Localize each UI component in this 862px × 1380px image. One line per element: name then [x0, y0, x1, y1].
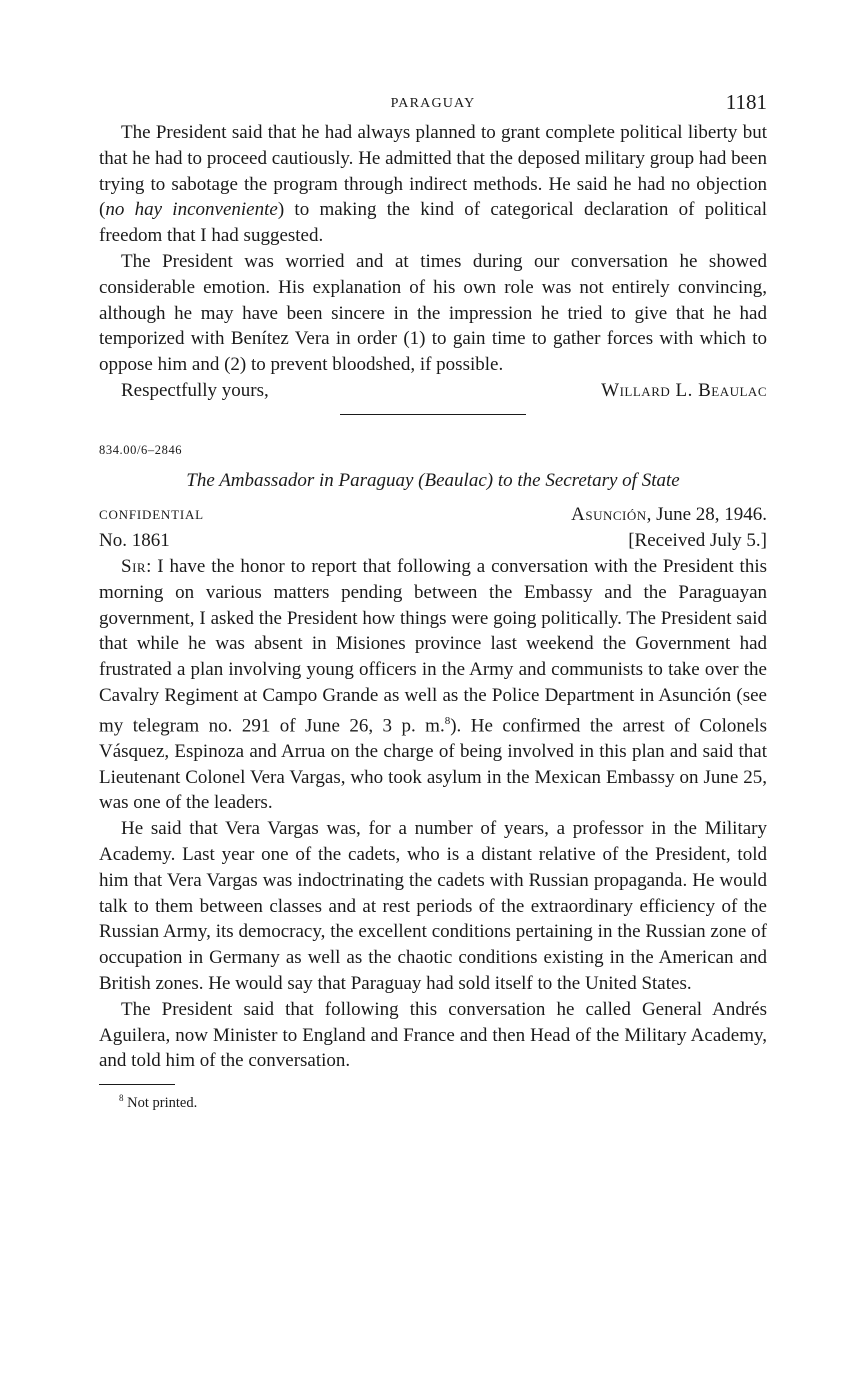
text-run: The President said that he had always planned to grant complete political liberty but that he had to proceed cautiously. He admitted that the deposed military group had been trying to sabotage the program through indirect methods. He said he had no objection ( [99, 122, 767, 221]
number-line [99, 528, 767, 554]
closing-line [99, 378, 767, 404]
received-date: [Received July 5.] [628, 529, 767, 551]
date: , June 28, 1946. [646, 503, 767, 525]
page-header [99, 86, 767, 118]
paragraph: The President said that following this conversation he called General Andrés Aguilera, now Minister to England and France and then Head of the Military Academy, and told him of the conversation. [99, 998, 767, 1072]
footnote [119, 1093, 767, 1112]
file-number: 834.00/6–2846 [99, 442, 183, 457]
place: Asunción [571, 503, 647, 525]
paragraph [99, 554, 767, 816]
footnote-rule [99, 1084, 175, 1085]
paragraph: The President was worried and at times during our conversation he showed considerable emotion. His explanation of his own role was not entirely convincing, although he may have been sincere in the impression he tried to give that he had temporized with Benítez Vera in order (1) to gain time to gather forces with which to oppose him and (2) to prevent bloodshed, if possible. [99, 250, 767, 376]
footnote-marker: 8 [119, 1093, 124, 1104]
despatch-number: No. 1861 [99, 529, 170, 551]
paragraph: He said that Vera Vargas was, for a number of years, a professor in the Military Academy. Last year one of the cadets, who is a distant relative of the President, told him that Vera Vargas was indoctrinating the cadets with Russian propaganda. He would talk to them between classes and at rest periods of the extraordinary efficiency of the Russian Army, its democracy, the excellent conditions pertaining in the Russian zone of occupation in Germany as well as the chaotic conditions existing in the American and British zones. He would say that Paraguay had sold itself to the United States. [99, 818, 767, 995]
document-title: The Ambassador in Paraguay (Beaulac) to the Secretary of State [186, 469, 680, 491]
section-divider [340, 414, 526, 415]
running-head: PARAGUAY [390, 96, 476, 111]
text-run: ). He confirmed the arrest of Colonels Vásquez, Espinoza and Arrua on the charge of being involved in this plan and said that Lieutenant Colonel Vera Vargas, who took asylum in the Mexican Embassy on June 25, was one of the leaders. [99, 715, 767, 814]
dateline [99, 502, 767, 528]
footnote-text: Not printed. [127, 1095, 198, 1112]
complimentary-close: Respectfully yours, [121, 379, 269, 401]
italic-phrase: no hay inconveniente [105, 199, 278, 221]
signature: Willard L. Beaulac [601, 379, 767, 401]
text-run: : I have the honor to report that following a conversation with the President this morning on various matters pending between the Embassy and the Paraguayan government, I asked the President how things were going politically. The President said that while he was absent in Misiones province last weekend the Government had frustrated a plan involving young officers in the Army and communists to take over the Cavalry Regiment at Campo Grande as well as the Police Department in Asunción (see my telegram no. 291 of June 26, 3 p. m. [99, 555, 767, 737]
place-date [571, 502, 767, 528]
salutation: Sir [121, 555, 147, 577]
document-page [99, 86, 767, 1112]
text-run: ) to making the kind of categorical declaration of political freedom that I had suggested. [99, 199, 767, 247]
paragraph [99, 120, 767, 249]
page-number: 1181 [725, 90, 767, 114]
footnote-ref: 8 [444, 714, 451, 727]
classification: CONFIDENTIAL [99, 506, 204, 522]
